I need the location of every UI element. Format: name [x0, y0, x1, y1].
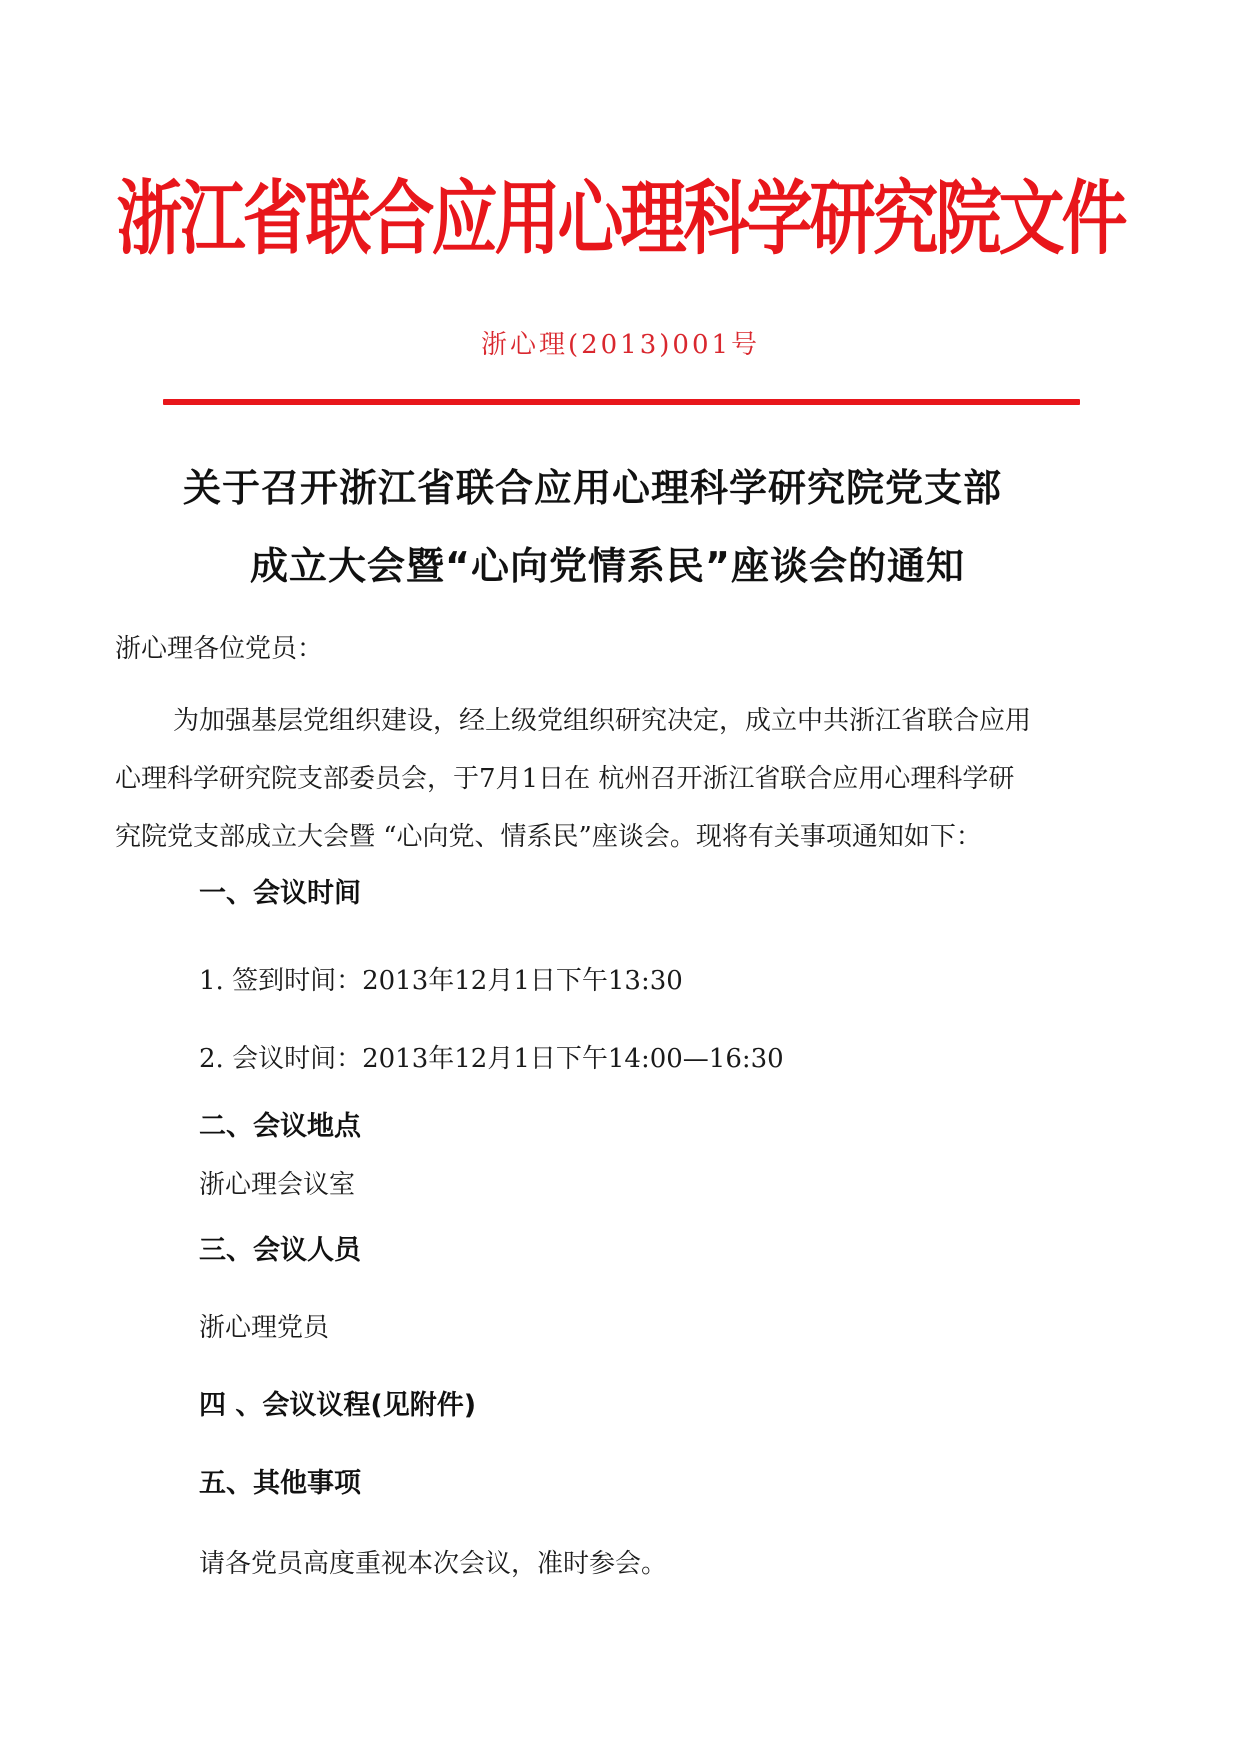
notice-title-line-1: 关于召开浙江省联合应用心理科学研究院党支部: [183, 466, 1003, 510]
letterhead-red-rule: [163, 399, 1080, 405]
document-number: 浙心理(2013)001号: [480, 330, 761, 360]
section-heading-other: 五、其他事项: [199, 1468, 361, 1499]
intro-paragraph-line-1: 为加强基层党组织建设，经上级党组织研究决定，成立中共浙江省联合应用: [173, 706, 1032, 736]
letterhead-title: 浙江省联合应用心理科学研究院文件: [116, 172, 1125, 267]
section-heading-attendees: 三、会议人员: [199, 1235, 361, 1266]
intro-paragraph-line-2: 心理科学研究院支部委员会，于7月1日在 杭州召开浙江省联合应用心理科学研: [115, 764, 1015, 794]
place-content: 浙心理会议室: [199, 1170, 356, 1200]
other-content: 请各党员高度重视本次会议，准时参会。: [199, 1549, 668, 1579]
notice-title-line-2: 成立大会暨“心向党情系民”座谈会的通知: [250, 544, 965, 588]
section-heading-place: 二、会议地点: [199, 1111, 361, 1142]
intro-paragraph-line-3: 究院党支部成立大会暨 “心向党、情系民”座谈会。现将有关事项通知如下：: [115, 822, 982, 852]
section-heading-time: 一、会议时间: [199, 878, 361, 909]
time-item-meeting: 2. 会议时间：2013年12月1日下午14:00—16:30: [199, 1044, 784, 1074]
attendees-content: 浙心理党员: [199, 1313, 330, 1343]
section-heading-agenda: 四 、会议议程(见附件): [199, 1390, 477, 1421]
time-item-checkin: 1. 签到时间：2013年12月1日下午13:30: [199, 966, 683, 996]
salutation: 浙心理各位党员：: [115, 634, 324, 664]
